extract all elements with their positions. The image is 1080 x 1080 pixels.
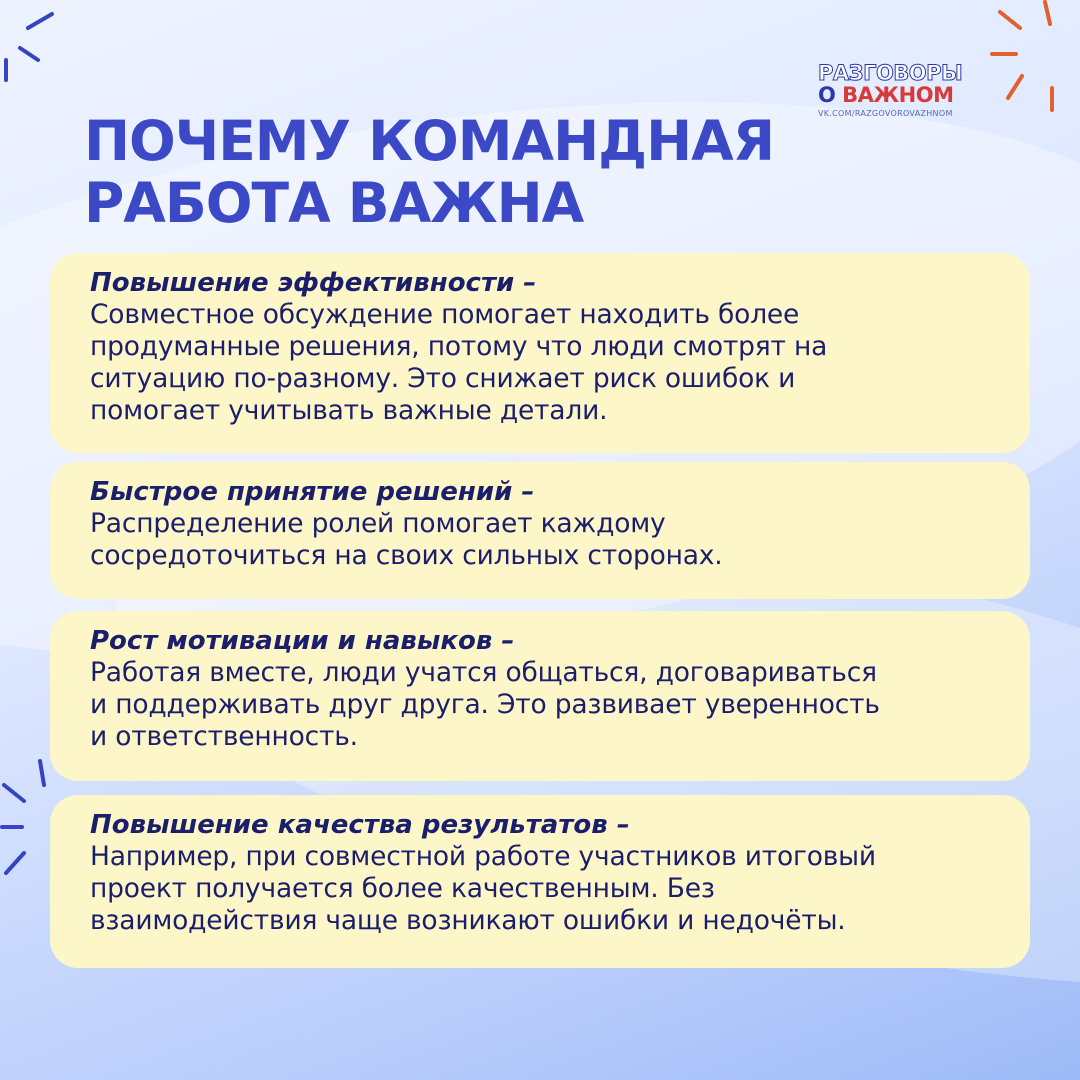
card-heading: Рост мотивации и навыков – — [90, 626, 515, 656]
logo-line-2 — [818, 84, 988, 106]
logo-line-2-accent: ВАЖНОМ — [842, 83, 954, 107]
brand-logo — [818, 62, 988, 118]
title-line-1: ПОЧЕМУ КОМАНДНАЯ — [84, 109, 775, 173]
title-line-2: РАБОТА ВАЖНА — [84, 171, 584, 235]
info-card-decisions — [50, 462, 1030, 599]
card-text-line: и поддерживать друг друга. Это развивает уверенность — [90, 689, 880, 720]
card-text-line: Распределение ролей помогает каждому — [90, 508, 666, 539]
logo-url: VK.COM/RAZGOVOROVAZHNOM — [818, 109, 953, 118]
card-text-line: Например, при совместной работе участников итоговый — [90, 841, 876, 872]
page-title — [84, 110, 774, 234]
card-text-line: взаимодействия чаще возникают ошибки и недочёты. — [90, 905, 846, 936]
info-card-motivation — [50, 611, 1030, 781]
info-card-efficiency — [50, 253, 1030, 453]
card-text-line: сосредоточиться на своих сильных сторонах. — [90, 540, 723, 571]
card-text-line: ситуацию по-разному. Это снижает риск ошибок и — [90, 363, 796, 394]
card-text-line: Работая вместе, люди учатся общаться, договариваться — [90, 657, 877, 688]
card-heading: Быстрое принятие решений – — [90, 477, 535, 507]
card-text-line: и ответственность. — [90, 721, 358, 752]
info-card-quality — [50, 795, 1030, 968]
card-heading: Повышение качества результатов – — [90, 810, 630, 840]
card-text-line: продуманные решения, потому что люди смотрят на — [90, 331, 828, 362]
card-text-line: помогает учитывать важные детали. — [90, 395, 608, 426]
logo-line-2-prefix: О — [818, 83, 843, 107]
card-text-line: проект получается более качественным. Без — [90, 873, 715, 904]
top-right-rays-decoration — [990, 0, 1080, 120]
card-text-line: Совместное обсуждение помогает находить более — [90, 299, 800, 330]
logo-line-1: РАЗГОВОРЫ — [818, 61, 963, 85]
card-heading: Повышение эффективности – — [90, 268, 537, 298]
top-left-rays-decoration — [0, 0, 70, 90]
